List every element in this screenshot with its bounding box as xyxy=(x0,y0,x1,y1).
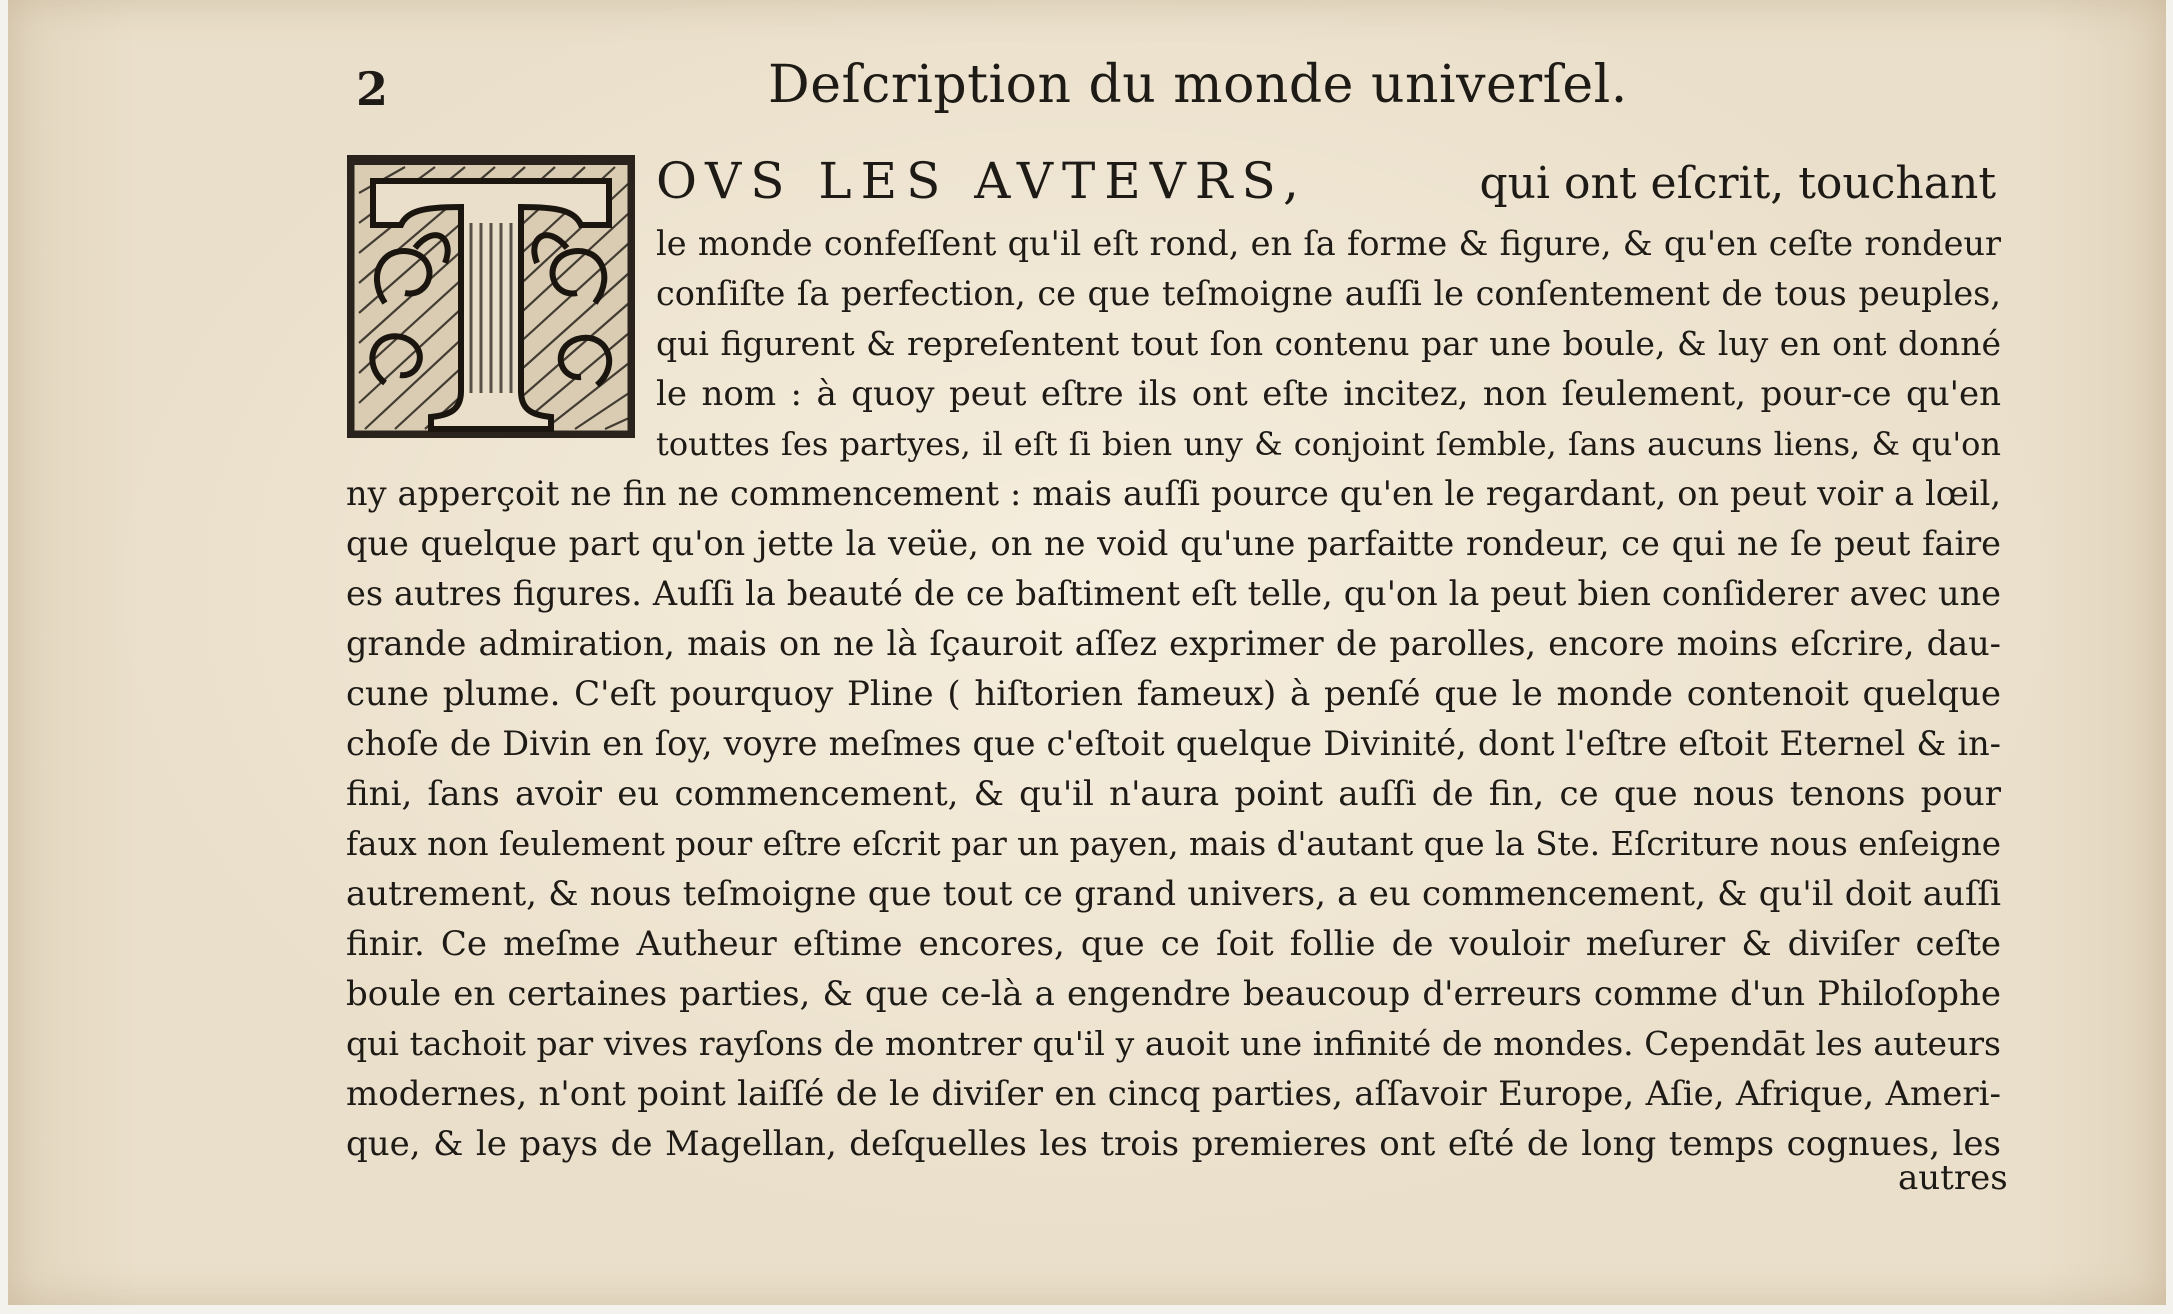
text-line: qui tachoit par vives rayſons de montrer qu'il y auoit une infinité de mondes. Cependāt les auteurs xyxy=(346,1024,2001,1063)
book-page xyxy=(8,0,2166,1305)
text-line: le nom : à quoy peut eſtre ils ont eſte incitez, non ſeulement, pour-ce qu'en xyxy=(656,374,2001,414)
text-line: autrement, & nous teſmoigne que tout ce grand univers, a eu commencement, & qu'il doit auſſi xyxy=(346,874,2001,914)
heading-continuation: qui ont eſcrit, touchant xyxy=(1479,158,1996,209)
text-line: grande admiration, mais on ne là ſçauroit aſſez exprimer de parolles, encore moins eſcrire, dau- xyxy=(346,624,2001,663)
text-line: touttes ſes partyes, il eſt ſi bien uny & conjoint ſemble, ſans aucuns liens, & qu'on xyxy=(656,425,2001,463)
page-number: 2 xyxy=(356,62,389,116)
text-line: choſe de Divin en ſoy, voyre meſmes que c'eſtoit quelque Divinité, dont l'eſtre eſtoit Eternel & in- xyxy=(346,724,2001,763)
heading-capitals: OVS LES AVTEVRS, xyxy=(656,152,1308,210)
text-line: conſiſte ſa perfection, ce que teſmoigne auſſi le conſentement de tous peuples, xyxy=(656,274,2001,313)
text-line: cune plume. C'eſt pourquoy Pline ( hiſtorien fameux) à penſé que le monde contenoit quelque xyxy=(346,674,2001,714)
text-line: faux non ſeulement pour eſtre eſcrit par un payen, mais d'autant que la Ste. Eſcriture nous enſeigne xyxy=(346,825,2001,863)
catchword: autres xyxy=(1898,1158,2008,1198)
running-title: Deſcription du monde univerſel. xyxy=(768,55,1628,115)
text-line: le monde confeſſent qu'il eſt rond, en ſa forme & figure, & qu'en ceſte rondeur xyxy=(656,224,2001,263)
text-line: boule en certaines parties, & que ce-là a engendre beaucoup d'erreurs comme d'un Philoſophe xyxy=(346,974,2001,1014)
text-line: ny apperçoit ne fin ne commencement : mais auſſi pource qu'en le regardant, on peut voir a lœil, xyxy=(346,474,2001,513)
text-line: que quelque part qu'on jette la veüe, on ne void qu'une parfaitte rondeur, ce qui ne ſe peut faire xyxy=(346,524,2001,563)
text-line: es autres figures. Auſſi la beauté de ce baſtiment eſt telle, qu'on la peut bien conſiderer avec une xyxy=(346,574,2001,613)
decorated-initial-letter xyxy=(345,153,637,440)
ornamental-initial-icon xyxy=(345,153,637,440)
text-line: fini, ſans avoir eu commencement, & qu'il n'aura point auſſi de fin, ce que nous tenons pour xyxy=(346,774,2001,814)
text-line: qui figurent & repreſentent tout ſon contenu par une boule, & luy en ont donné xyxy=(656,324,2001,363)
text-line: modernes, n'ont point laiſſé de le diviſer en cincq parties, aſſavoir Europe, Aſie, Afrique, Ameri- xyxy=(346,1074,2001,1114)
text-line: finir. Ce meſme Autheur eſtime encores, que ce ſoit follie de vouloir meſurer & diviſer ceſte xyxy=(346,924,2001,964)
opening-heading xyxy=(656,152,1996,210)
text-line: que, & le pays de Magellan, deſquelles les trois premieres ont eſté de long temps cognues, les xyxy=(346,1124,2001,1164)
